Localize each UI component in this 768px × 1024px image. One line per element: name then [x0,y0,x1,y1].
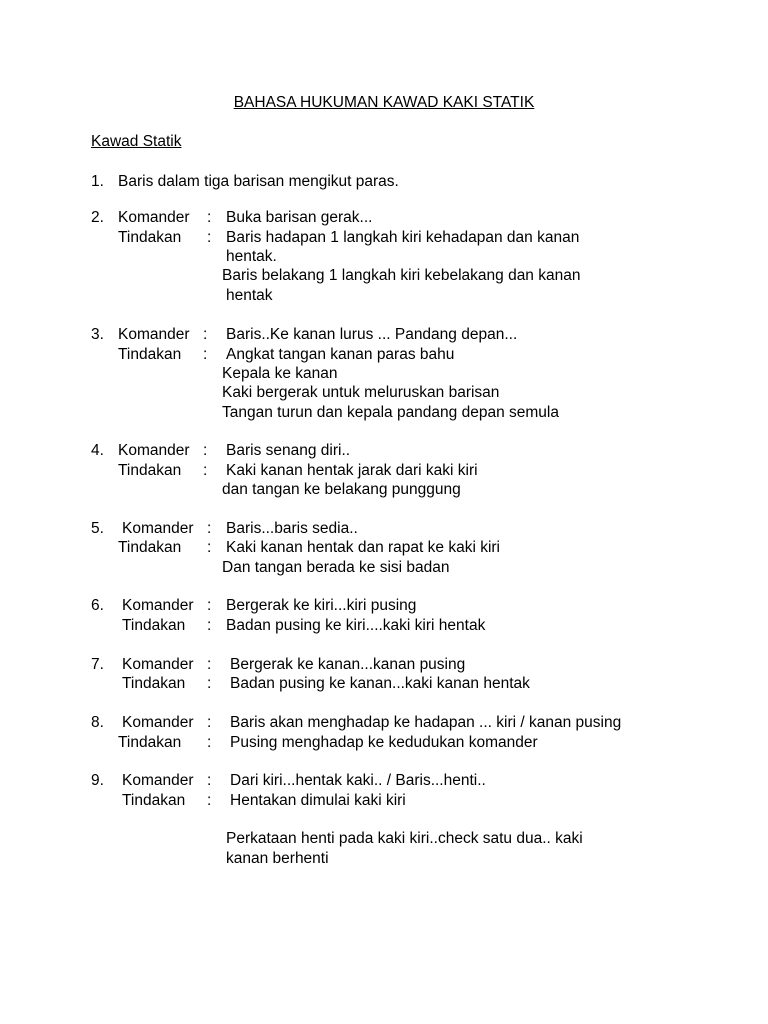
document-title: BAHASA HUKUMAN KAWAD KAKI STATIK [233,94,535,111]
action-line: Baris hadapan 1 langkah kiri kehadapan dan kanan [226,229,580,246]
command-label: Komander [122,772,194,789]
action-line: hentak [226,287,273,304]
item-number: 6. [91,597,104,614]
colon: : [207,792,212,809]
item-text: Baris dalam tiga barisan mengikut paras. [118,173,399,190]
item-number: 7. [91,656,104,673]
note-line: Perkataan henti pada kaki kiri..check satu dua.. kaki [226,830,583,847]
item-number: 4. [91,442,104,459]
colon: : [207,539,212,556]
colon: : [207,675,212,692]
action-line: Dan tangan berada ke sisi badan [222,559,450,576]
action-label: Tindakan [118,229,182,246]
note-line: kanan berhenti [226,850,329,867]
colon: : [207,520,212,537]
command-text: Dari kiri...hentak kaki.. / Baris...henti.. [230,772,486,789]
colon: : [207,597,212,614]
colon: : [207,209,212,226]
command-label: Komander [122,656,194,673]
colon: : [203,326,208,343]
item-number: 3. [91,326,104,343]
section-heading: Kawad Statik [91,133,182,150]
command-text: Baris senang diri.. [226,442,351,459]
colon: : [207,714,212,731]
command-label: Komander [118,209,190,226]
action-line: Kaki kanan hentak jarak dari kaki kiri [226,462,478,479]
colon: : [203,462,208,479]
colon: : [203,346,208,363]
command-text: Bergerak ke kiri...kiri pusing [226,597,417,614]
action-line: Tangan turun dan kepala pandang depan semula [222,404,559,421]
item-number: 2. [91,209,104,226]
action-label: Tindakan [118,462,182,479]
action-label: Tindakan [118,734,182,751]
action-line: Kepala ke kanan [222,365,338,382]
command-label: Komander [118,442,190,459]
item-number: 5. [91,520,104,537]
colon: : [207,656,212,673]
colon: : [207,772,212,789]
colon: : [207,617,212,634]
item-number: 1. [91,173,104,190]
action-line: Kaki kanan hentak dan rapat ke kaki kiri [226,539,500,556]
command-text: Baris akan menghadap ke hadapan ... kiri / kanan pusing [230,714,622,731]
command-text: Baris...baris sedia.. [226,520,358,537]
colon: : [203,442,208,459]
command-label: Komander [122,520,194,537]
item-number: 8. [91,714,104,731]
action-label: Tindakan [122,675,186,692]
action-label: Tindakan [118,346,182,363]
action-label: Tindakan [122,617,186,634]
action-line: Badan pusing ke kanan...kaki kanan hentak [230,675,530,692]
action-line: Angkat tangan kanan paras bahu [226,346,455,363]
action-line: dan tangan ke belakang punggung [222,481,461,498]
action-line: hentak. [226,248,277,265]
action-line: Pusing menghadap ke kedudukan komander [230,734,538,751]
colon: : [207,229,212,246]
command-text: Buka barisan gerak... [226,209,373,226]
action-label: Tindakan [122,792,186,809]
action-line: Kaki bergerak untuk meluruskan barisan [222,384,500,401]
action-line: Baris belakang 1 langkah kiri kebelakang dan kanan [222,267,581,284]
command-text: Baris..Ke kanan lurus ... Pandang depan... [226,326,518,343]
command-label: Komander [122,597,194,614]
command-text: Bergerak ke kanan...kanan pusing [230,656,466,673]
action-line: Badan pusing ke kiri....kaki kiri hentak [226,617,486,634]
action-line: Hentakan dimulai kaki kiri [230,792,406,809]
action-label: Tindakan [118,539,182,556]
colon: : [207,734,212,751]
command-label: Komander [118,326,190,343]
item-number: 9. [91,772,104,789]
command-label: Komander [122,714,194,731]
